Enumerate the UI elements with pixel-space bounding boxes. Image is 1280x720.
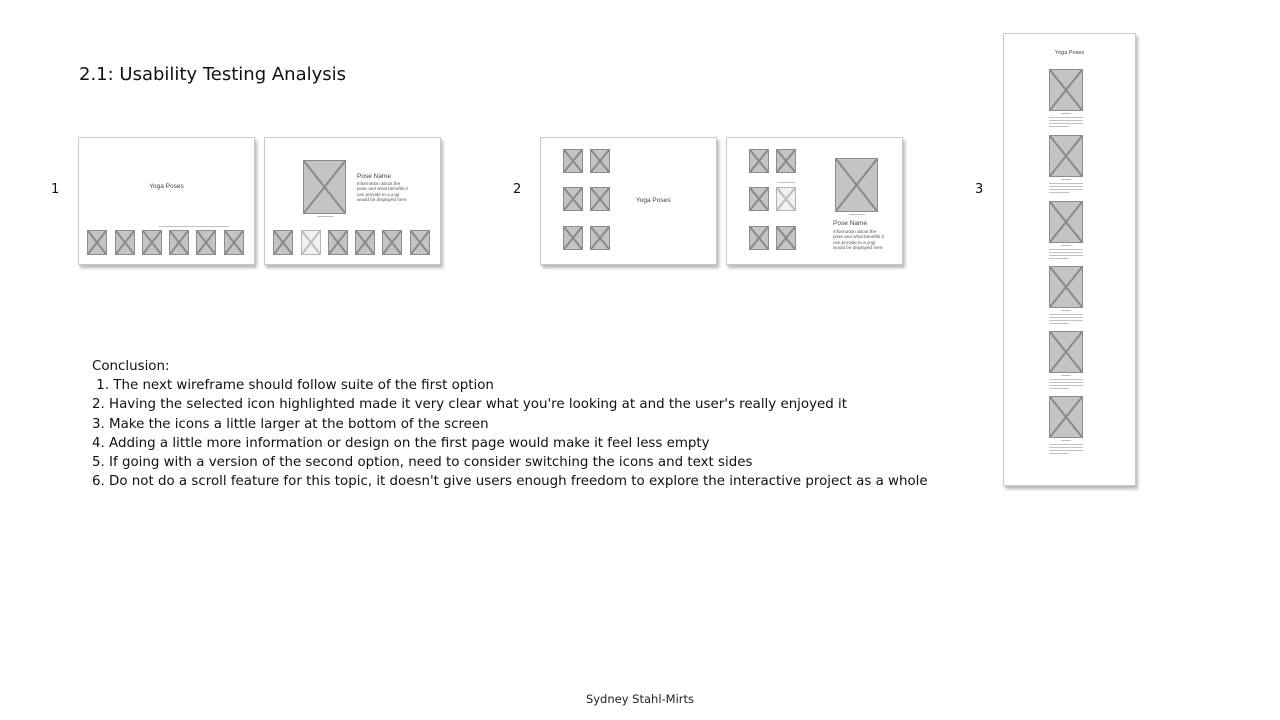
- image-placeholder-icon: [563, 187, 583, 211]
- image-placeholder-icon: [776, 226, 796, 250]
- image-placeholder-icon: [563, 149, 583, 173]
- image-placeholder-icon: [328, 230, 348, 255]
- image-placeholder-icon: [749, 187, 769, 211]
- conclusion-block: [92, 357, 928, 491]
- image-placeholder-icon: [1049, 266, 1083, 308]
- wireframe-text-lines: [1049, 183, 1083, 195]
- image-placeholder-icon: [1049, 69, 1083, 111]
- slide-title: 2.1: Usability Testing Analysis: [79, 64, 347, 85]
- image-placeholder-icon: [273, 230, 293, 255]
- image-placeholder-icon: [355, 230, 375, 255]
- image-placeholder-icon: [196, 230, 216, 255]
- image-placeholder-icon: [410, 230, 430, 255]
- wireframe-text-lines: [777, 182, 795, 185]
- conclusion-heading: Conclusion:: [92, 359, 170, 374]
- wireframe-text-lines: [1049, 444, 1083, 456]
- option-number-2: 2: [513, 182, 522, 197]
- image-placeholder-icon: [142, 230, 162, 255]
- image-caption: [1061, 245, 1071, 246]
- wireframe-title: Yoga Poses: [636, 197, 671, 204]
- conclusion-item: 5. If going with a version of the second option, need to consider switching the icons and text sides: [92, 455, 753, 471]
- selected-image-placeholder-icon: [301, 230, 321, 255]
- conclusion-item: 2. Having the selected icon highlighted made it very clear what you're looking at and the user's really enjoyed it: [92, 397, 847, 413]
- wireframe-text-lines: [1049, 249, 1083, 261]
- option2-pose-wireframe: [726, 137, 903, 265]
- pose-name-label: Pose Name: [833, 220, 867, 227]
- image-placeholder-icon: [563, 226, 583, 250]
- wireframe-title: Yoga Poses: [1054, 50, 1085, 56]
- image-placeholder-icon: [1049, 135, 1083, 177]
- image-caption: [317, 216, 333, 217]
- image-placeholder-icon: [382, 230, 402, 255]
- image-caption: [1061, 310, 1071, 311]
- option1-home-wireframe: [78, 137, 255, 265]
- pose-info-text: information about the pose and what benefits it can provide to a yogi would be displayed here: [833, 229, 884, 251]
- author-footer: Sydney Stahl-Mirts: [585, 692, 695, 706]
- image-caption: [1061, 113, 1071, 114]
- image-caption: [1061, 375, 1071, 376]
- conclusion-item: 3. Make the icons a little larger at the bottom of the screen: [92, 416, 489, 432]
- wireframe-text-lines: [1049, 314, 1083, 326]
- image-placeholder-icon: [749, 226, 769, 250]
- pose-info-text: information about the pose and what benefits it can provide to a yogi would be displayed here: [357, 181, 408, 203]
- image-placeholder-icon: [590, 226, 610, 250]
- option-number-3: 3: [975, 182, 984, 197]
- conclusion-item: 1. The next wireframe should follow suite of the first option: [92, 378, 494, 394]
- option2-home-wireframe: [540, 137, 717, 265]
- selected-image-placeholder-icon: [776, 187, 796, 211]
- option1-pose-wireframe: [264, 137, 441, 265]
- wireframe-text-lines: [1049, 379, 1083, 391]
- image-placeholder-icon: [87, 230, 107, 255]
- conclusion-item: 6. Do not do a scroll feature for this topic, it doesn't give users enough freedom to explore the interactive project as a whole: [92, 474, 928, 490]
- image-placeholder-icon: [115, 230, 135, 255]
- wireframe-title: Yoga Poses: [149, 183, 184, 190]
- conclusion-item: 4. Adding a little more information or design on the first page would make it feel less empty: [92, 435, 710, 451]
- option3-scroll-wireframe: [1003, 33, 1136, 486]
- image-placeholder-icon: [1049, 396, 1083, 438]
- wireframe-text-lines: [1049, 117, 1083, 129]
- image-placeholder-icon: [1049, 331, 1083, 373]
- image-placeholder-icon: [303, 160, 346, 214]
- image-placeholder-icon: [776, 149, 796, 173]
- image-placeholder-icon: [590, 187, 610, 211]
- pose-name-label: Pose Name: [357, 173, 391, 180]
- image-placeholder-icon: [835, 158, 878, 212]
- image-placeholder-icon: [1049, 201, 1083, 243]
- image-placeholder-icon: [224, 230, 244, 255]
- image-placeholder-icon: [590, 149, 610, 173]
- image-caption: [849, 214, 865, 215]
- image-placeholder-icon: [169, 230, 189, 255]
- wireframe-text-lines: [159, 226, 229, 229]
- image-caption: [1061, 440, 1071, 441]
- image-placeholder-icon: [749, 149, 769, 173]
- image-caption: [1061, 179, 1071, 180]
- option-number-1: 1: [51, 182, 60, 197]
